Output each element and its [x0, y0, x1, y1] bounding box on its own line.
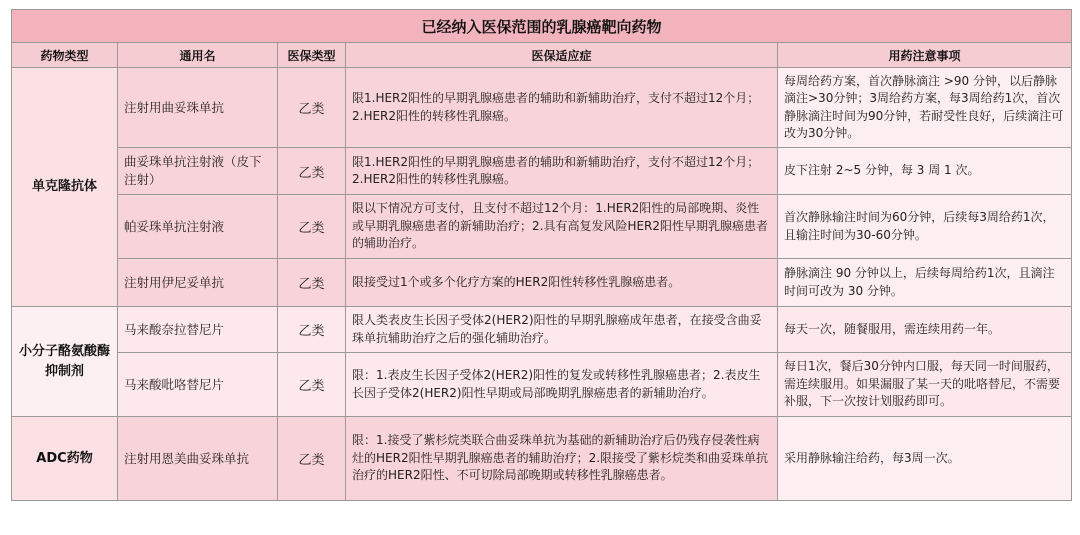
category-cell: 单克隆抗体 — [12, 68, 118, 307]
header-insurance-type: 医保类型 — [278, 43, 346, 68]
header-notes: 用药注意事项 — [778, 43, 1072, 68]
indication: 限接受过1个或多个化疗方案的HER2阳性转移性乳腺癌患者。 — [346, 259, 778, 307]
header-drug-type: 药物类型 — [12, 43, 118, 68]
table-row — [12, 195, 1072, 259]
indication: 限：1.接受了紫杉烷类联合曲妥珠单抗为基础的新辅助治疗后仍残存侵袭性病灶的HER2阳性早期乳腺癌患者的辅助治疗；2.限接受了紫杉烷类和曲妥珠单抗治疗的HER2阳性、不可切除局部晚期或转移性乳腺癌患者。 — [346, 417, 778, 501]
category-cell: 小分子酪氨酸酶抑制剂 — [12, 307, 118, 417]
table-row — [12, 259, 1072, 307]
drug-name: 注射用伊尼妥单抗 — [118, 259, 278, 307]
insurance-type: 乙类 — [278, 353, 346, 417]
drug-table — [11, 9, 1072, 501]
drug-table-container — [11, 9, 1071, 501]
drug-name: 注射用恩美曲妥珠单抗 — [118, 417, 278, 501]
header-row — [12, 43, 1072, 68]
insurance-type: 乙类 — [278, 148, 346, 195]
table-row — [12, 148, 1072, 195]
drug-name: 帕妥珠单抗注射液 — [118, 195, 278, 259]
insurance-type: 乙类 — [278, 259, 346, 307]
insurance-type: 乙类 — [278, 417, 346, 501]
insurance-type: 乙类 — [278, 307, 346, 353]
table-row — [12, 417, 1072, 501]
header-indication: 医保适应症 — [346, 43, 778, 68]
drug-name: 马来酸吡咯替尼片 — [118, 353, 278, 417]
table-row — [12, 307, 1072, 353]
usage-notes: 每天一次，随餐服用，需连续用药一年。 — [778, 307, 1072, 353]
insurance-type: 乙类 — [278, 195, 346, 259]
indication: 限：1.表皮生长因子受体2(HER2)阳性的复发或转移性乳腺癌患者；2.表皮生长因子受体2(HER2)阳性早期或局部晚期乳腺癌患者的新辅助治疗。 — [346, 353, 778, 417]
table-title: 已经纳入医保范围的乳腺癌靶向药物 — [12, 10, 1072, 43]
category-cell: ADC药物 — [12, 417, 118, 501]
table-row — [12, 68, 1072, 148]
indication: 限以下情况方可支付，且支付不超过12个月：1.HER2阳性的局部晚期、炎性或早期乳腺癌患者的新辅助治疗；2.具有高复发风险HER2阳性早期乳腺癌患者的辅助治疗。 — [346, 195, 778, 259]
usage-notes: 首次静脉输注时间为60分钟，后续每3周给药1次，且输注时间为30-60分钟。 — [778, 195, 1072, 259]
indication: 限1.HER2阳性的早期乳腺癌患者的辅助和新辅助治疗，支付不超过12个月；2.HER2阳性的转移性乳腺癌。 — [346, 148, 778, 195]
drug-name: 曲妥珠单抗注射液（皮下注射） — [118, 148, 278, 195]
insurance-type: 乙类 — [278, 68, 346, 148]
drug-name: 注射用曲妥珠单抗 — [118, 68, 278, 148]
usage-notes: 每周给药方案，首次静脉滴注 >90 分钟，以后静脉滴注>30分钟；3周给药方案，每3周给药1次，首次静脉滴注时间为90分钟，若耐受性良好，后续滴注可改为30分钟。 — [778, 68, 1072, 148]
usage-notes: 静脉滴注 90 分钟以上，后续每周给药1次，且滴注时间可改为 30 分钟。 — [778, 259, 1072, 307]
usage-notes: 皮下注射 2~5 分钟，每 3 周 1 次。 — [778, 148, 1072, 195]
usage-notes: 每日1次，餐后30分钟内口服，每天同一时间服药，需连续服用。如果漏服了某一天的吡咯替尼，不需要补服，下一次按计划服药即可。 — [778, 353, 1072, 417]
usage-notes: 采用静脉输注给药，每3周一次。 — [778, 417, 1072, 501]
table-row — [12, 353, 1072, 417]
indication: 限人类表皮生长因子受体2(HER2)阳性的早期乳腺癌成年患者，在接受含曲妥珠单抗辅助治疗之后的强化辅助治疗。 — [346, 307, 778, 353]
drug-name: 马来酸奈拉替尼片 — [118, 307, 278, 353]
indication: 限1.HER2阳性的早期乳腺癌患者的辅助和新辅助治疗，支付不超过12个月；2.HER2阳性的转移性乳腺癌。 — [346, 68, 778, 148]
header-generic-name: 通用名 — [118, 43, 278, 68]
